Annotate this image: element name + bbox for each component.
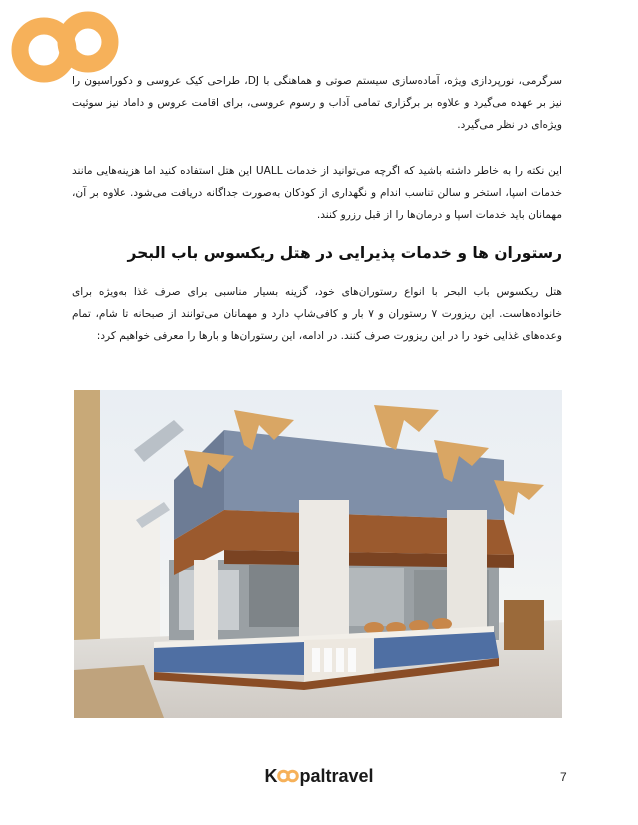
paragraph-restaurants-intro: هتل ریکسوس باب البحر با انواع رستوران‌های خود، گزینه بسیار مناسبی برای صرف غذا به‌ویژه برای خانواده‌هاست. این ریزورت ۷ رستوران و ۷ بار و کافی‌شاپ دارد و مهمانان می‌توانند از صبحانه تا شام، تمام وعده‌های غذایی خود را در این ریزورت صرف کنند. در ادامه، این رستوران‌ها و بارها را معرفی خواهیم کرد:: [72, 286, 562, 342]
brand-suffix: paltravel: [299, 766, 374, 786]
restaurant-buffet-photo: [74, 390, 562, 718]
paragraph-wedding-services: سرگرمی، نورپردازی ویژه، آماده‌سازی سیستم صوتی و هماهنگی با DJ، طراحی کیک عروسی و دکوراسیون را نیز بر عهده می‌گیرد و علاوه بر برگزاری تمامی آداب و رسوم عروسی، برای اقامت عروس و داماد نیز سوئیت ویژه‌ای در نظر می‌گیرد.: [72, 75, 562, 131]
section-heading-restaurants: رستوران ها و خدمات پذیرایی در هتل ریکسوس باب البحر: [127, 244, 562, 262]
paragraph-uall-services: این نکته را به خاطر داشته باشید که اگرچه می‌توانید از خدمات UALL این هتل استفاده کنید اما هزینه‌هایی مانند خدمات اسپا، استخر و سالن تناسب اندام و نگهداری از کودکان به‌صورت جداگانه دریافت می‌شود. علاوه بر آن، مهمانان باید خدمات اسپا و درمان‌ها را از قبل رزرو کنند.: [72, 165, 562, 221]
brand-oo-icon: [277, 769, 299, 783]
brand-prefix: K: [264, 766, 278, 786]
page-number: 7: [560, 770, 567, 784]
koopaltravel-logo-icon: [0, 766, 638, 787]
